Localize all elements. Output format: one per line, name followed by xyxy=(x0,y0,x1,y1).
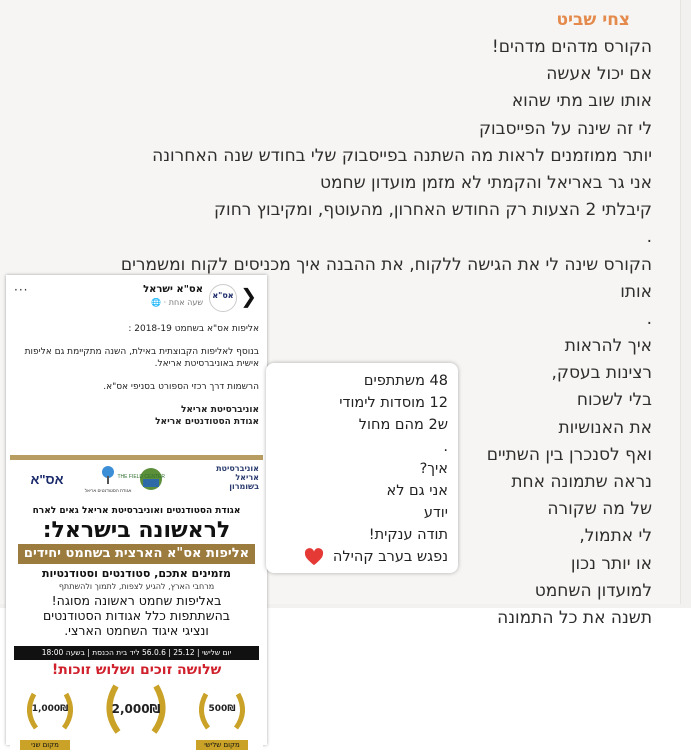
message-line: אם יכול אעשה xyxy=(546,64,652,85)
stats-line: 12 מוסדות לימודי xyxy=(339,395,448,411)
post-text xyxy=(13,323,259,428)
poster-invite: מזמינים אתכם, סטודנטים וסטודנטיות xyxy=(41,567,232,580)
message-line: אותו שוב מתי שהוא xyxy=(511,91,652,112)
poster-date-bar: יום שלישי | 25.12 | 56.0.6 ליד בית הכנסת | בשעה 18:00 xyxy=(14,646,259,660)
place-label: מקום שני xyxy=(20,740,70,750)
message-line: הקורס שינה לי את הגישה ללקוח, את ההבנה איך מכניסים לקוח ומשמרים xyxy=(120,254,652,275)
message-line: תשנה את כל התמונה xyxy=(497,607,652,628)
post-body: בנוסף לאליפות הקבוצתית באילת, השנה מתקיימת גם אליפות אישית באוניברסיטת אריאל. xyxy=(24,347,259,369)
place-label: מקום שלישי xyxy=(196,740,248,750)
message-line: קיבלתי 2 הצעות רק החודש האחרון, מהעוטף, ומקיבוץ רחוק xyxy=(214,200,652,221)
message-line: איך להראות xyxy=(564,336,652,357)
stats-line: תודה ענקית! xyxy=(368,527,448,543)
message-line: אותו xyxy=(620,281,652,302)
message-line: בלי לשכוח xyxy=(576,390,652,411)
poster-description xyxy=(14,593,259,638)
stats-line: . xyxy=(443,439,448,455)
message-line: . xyxy=(646,308,652,329)
stats-text xyxy=(268,370,448,568)
message-line: יותר ממוזמנים לראות מה השתנה בפייסבוק שלי בחודש שנה האחרונה xyxy=(152,145,652,166)
field-center-logo xyxy=(117,464,201,494)
avatar-logo-text: אס"א xyxy=(212,291,234,300)
post-header xyxy=(6,275,267,317)
stats-line: איך? xyxy=(419,461,448,477)
ariel-university-logo: אוניברסיטת אריאל בשומרון xyxy=(216,464,259,491)
prize-amount: 1,000₪ xyxy=(31,704,69,714)
message-line: של מה שקורה xyxy=(547,499,652,520)
poster-description-line: ונציגי איגוד השחמט הארצי. xyxy=(64,623,209,638)
heart-shape xyxy=(305,548,323,565)
post-signature: אגודת הסטודנטים אריאל xyxy=(155,417,259,427)
message-line: לי זה שינה על הפייסבוק xyxy=(478,118,652,139)
field-center-text: THE FIELD CENTER xyxy=(117,474,165,480)
prize-amount: 500₪ xyxy=(208,704,236,714)
poster-prizes-title: שלושה זוכים ושלוש זוכות! xyxy=(51,662,222,678)
back-arrow-icon[interactable]: ❮ xyxy=(240,284,257,308)
message-line: לי אתמול, xyxy=(579,526,652,547)
stats-image-card[interactable] xyxy=(266,363,458,573)
poster-logos xyxy=(10,460,263,498)
message-line: למועדון השחמט xyxy=(534,580,652,601)
second-prize xyxy=(22,688,78,736)
post-registration: הרשמות דרך רכזי הספורט בסניפי אס"א. xyxy=(103,382,259,392)
stats-line: אני גם לא xyxy=(386,483,448,499)
shared-post-screenshot[interactable] xyxy=(6,275,267,749)
poster-lead: אגודת הסטודנטים ואוניברסיטת אריאל גאים לארח xyxy=(32,506,241,516)
poster-description-line: בהשתתפות כלל אגודות הסטודנטים xyxy=(42,608,231,623)
first-prize xyxy=(100,680,172,738)
page-avatar[interactable] xyxy=(209,284,237,312)
poster-description-line: באליפות שחמט ראשונה מסוגה! xyxy=(51,593,222,608)
message-line: . xyxy=(646,227,652,248)
post-timestamp: שעה אחת · 🌐 xyxy=(151,298,203,307)
stats-line: נפגש בערב קהילה xyxy=(332,549,448,565)
message-line: את האנושיות xyxy=(558,417,652,438)
third-prize xyxy=(194,688,250,736)
sender-name[interactable]: צחי שביט xyxy=(556,10,630,30)
poster-banner: אליפות אס"א הארצית בשחמט יחידים xyxy=(18,544,255,564)
stats-line: ש2 מהם מחול xyxy=(358,417,448,433)
ossa-logo xyxy=(15,464,77,494)
event-poster[interactable] xyxy=(10,455,263,750)
page-name[interactable]: אס"א ישראל xyxy=(143,284,203,295)
student-union-logo xyxy=(85,464,131,494)
ossa-logo-text: אס"א xyxy=(30,472,64,487)
stats-line: יודע xyxy=(423,505,448,521)
post-title: אליפות אס"א בשחמט 2018-19 : xyxy=(128,324,259,334)
message-line: הקורס מדהים מדהים! xyxy=(491,37,652,57)
post-signature: אוניברסיטת אריאל xyxy=(180,405,259,415)
message-line: רצינות בעסק, xyxy=(551,363,652,384)
stats-line-with-heart xyxy=(268,546,448,568)
prize-amount: 2,000₪ xyxy=(111,702,161,716)
stats-line: 48 משתתפים xyxy=(363,373,448,389)
message-line: ואף לסנכרן בין השתיים xyxy=(486,444,652,465)
message-line: אני גר באריאל והקמתי לא מזמן מועדון שחמט xyxy=(319,172,652,193)
poster-subtitle: מרחבי הארץ, להגיע לצפות, לתמוך ולהשתתף xyxy=(58,582,215,591)
message-line: נראה שתמונה אחת xyxy=(511,472,652,492)
more-options-icon[interactable]: ··· xyxy=(14,283,29,297)
heart-icon xyxy=(304,548,324,566)
student-union-text: אגודת הסטודנטים אריאל xyxy=(84,488,132,493)
poster-headline: לראשונה בישראל: xyxy=(42,518,231,543)
message-line: או יותר נכון xyxy=(570,553,652,574)
